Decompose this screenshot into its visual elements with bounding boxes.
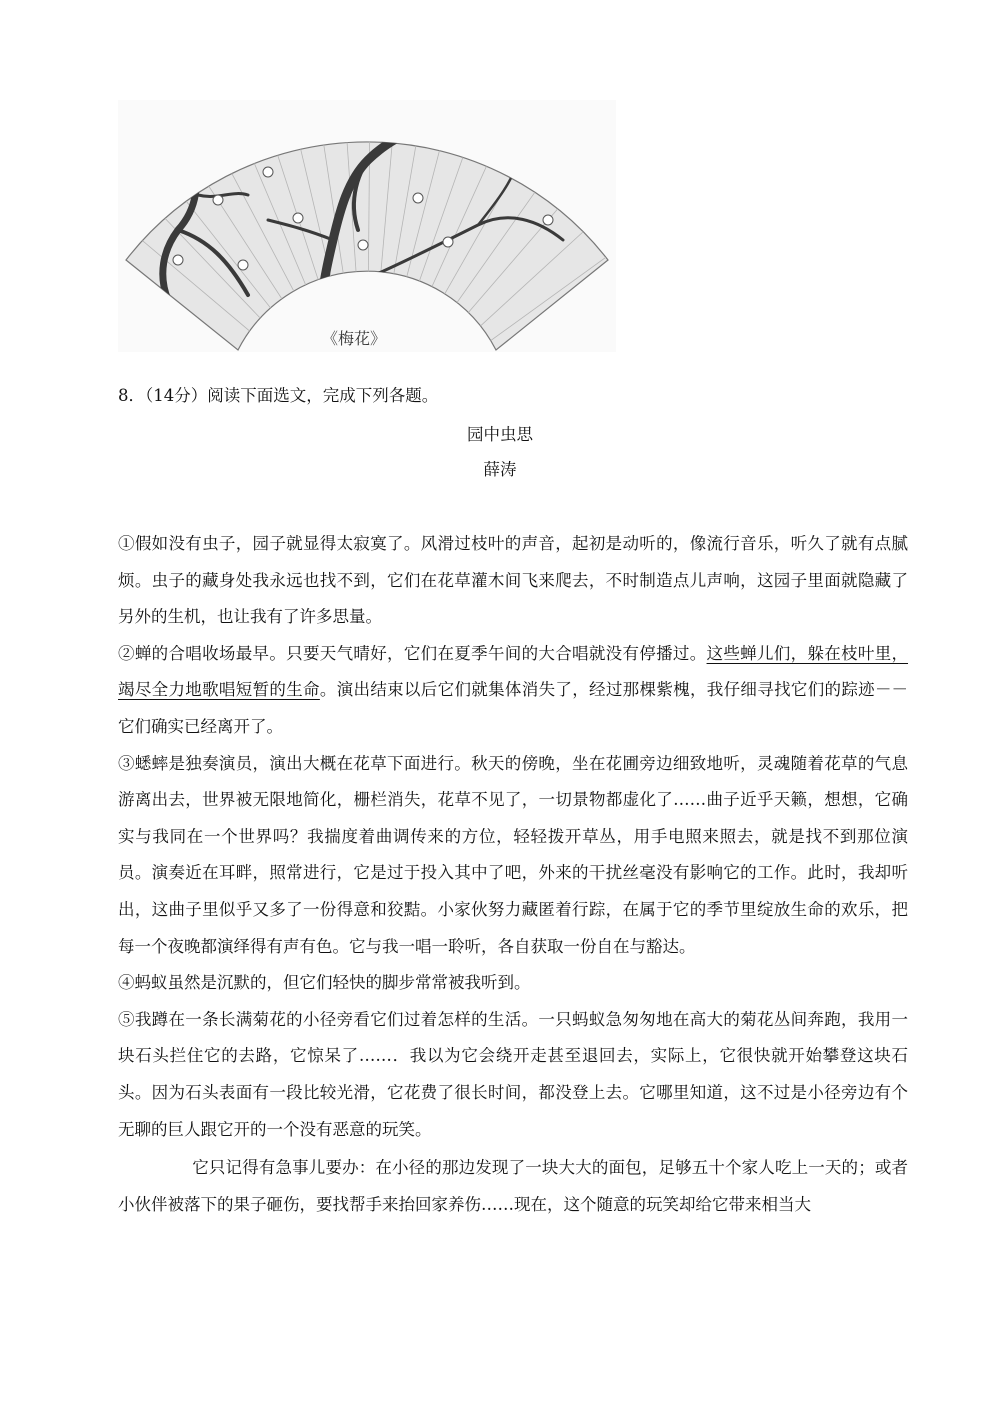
paragraph-2-rest: 。演出结束以后它们就集体消失了，经过那棵紫槐，我仔细寻找它们的踪迹－－它们确实已经离开了。 bbox=[118, 680, 909, 736]
question-instruction: （14分）阅读下面选文，完成下列各题。 bbox=[145, 386, 439, 405]
article-body bbox=[118, 526, 908, 1223]
paragraph-5: ⑤我蹲在一条长满菊花的小径旁看它们过着怎样的生活。一只蚂蚁急匆匆地在高大的菊花丛间奔跑，我用一块石头拦住它的去路，它惊呆了……．我以为它会绕开走甚至退回去，实际上，它很快就开始攀登这块石头。因为石头表面有一段比较光滑，它花费了很长时间，都没登上去。它哪里知道，这不过是小径旁边有个无聊的巨人跟它开的一个没有恶意的玩笑。 bbox=[118, 1009, 908, 1139]
plum-blossom-fan-painting bbox=[118, 100, 616, 352]
paragraph-3: ③蟋蟀是独奏演员，演出大概在花草下面进行。秋天的傍晚，坐在花圃旁边细致地听，灵魂随着花草的气息游离出去，世界被无限地简化，栅栏消失，花草不见了，一切景物都虚化了……曲子近乎天籁，想想，它确实与我同在一个世界吗？我揣度着曲调传来的方位，轻轻拨开草丛，用手电照来照去，就是找不到那位演员。演奏近在耳畔，照常进行，它是过于投入其中了吧，外来的干扰丝毫没有影响它的工作。此时，我却听出，这曲子里似乎又多了一份得意和狡黠。小家伙努力藏匿着行踪，在属于它的季节里绽放生命的欢乐，把每一个夜晚都演绎得有声有色。它与我一唱一聆听，各自获取一份自在与豁达。 bbox=[118, 753, 908, 956]
plum-blossom-fan-icon bbox=[118, 100, 616, 352]
paragraph-6: 它只记得有急事儿要办：在小径的那边发现了一块大大的面包，足够五十个家人吃上一天的；或者小伙伴被落下的果子砸伤，要找帮手来抬回家养伤……现在，这个随意的玩笑却给它带来相当大 bbox=[118, 1158, 908, 1214]
article-author: 薛涛 bbox=[483, 460, 517, 479]
paragraph-4: ④蚂蚁虽然是沉默的，但它们轻快的脚步常常被我听到。 bbox=[118, 973, 531, 993]
figure-caption: 《梅花》 bbox=[322, 329, 387, 348]
question-header bbox=[118, 382, 438, 406]
underlined-sentence: 这些蝉儿们，躲在枝叶里，竭尽全力地歌唱短暂的生命 bbox=[118, 643, 909, 700]
question-number: 8． bbox=[118, 386, 145, 405]
paragraph-2-lead: ②蝉的合唱收场最早。只要天气晴好，它们在夏季午间的大合唱就没有停播过。 bbox=[118, 643, 707, 663]
article-title: 园中虫思 bbox=[467, 425, 533, 444]
paragraph-2 bbox=[118, 636, 908, 746]
paragraph-1: ①假如没有虫子，园子就显得太寂寞了。风滑过枝叶的声音，起初是动听的，像流行音乐，听久了就有点腻烦。虫子的藏身处我永远也找不到，它们在花草灌木间飞来爬去，不时制造点儿声响，这园子里面就隐藏了另外的生机，也让我有了许多思量。 bbox=[118, 534, 908, 627]
